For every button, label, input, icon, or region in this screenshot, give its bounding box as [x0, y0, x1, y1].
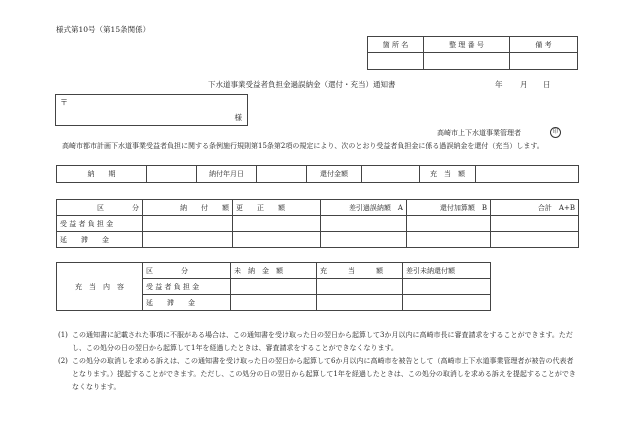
label-appropriation-amount: 充 当 額: [420, 166, 476, 183]
label-refund-amount: 還付金額: [307, 166, 362, 183]
form-number: 様式第10号（第15条関係）: [56, 25, 151, 34]
date-day: 日: [543, 80, 551, 89]
t2-header-paid: 納 付 額: [143, 200, 233, 216]
appropriation-table: [56, 262, 491, 311]
label-payment-date: 納付年月日: [197, 166, 257, 183]
t3-side-label: 充 当 内 容: [57, 263, 143, 311]
postal-mark: 〒: [60, 98, 68, 107]
payment-table: [56, 165, 579, 183]
t3-cell[interactable]: [317, 279, 403, 295]
cell-refund-amount[interactable]: [362, 166, 420, 183]
t3-header-net-refund: 差引未納還付額: [403, 263, 491, 279]
cell-due-date[interactable]: [147, 166, 197, 183]
t2-header-overpaid-a: 差引過誤納額 A: [321, 200, 407, 216]
t2-cell[interactable]: [407, 232, 491, 248]
issuer-name: 高崎市上下水道事業管理者: [437, 129, 521, 137]
t3-row-label: 延 滞 金: [143, 295, 231, 311]
t3-cell[interactable]: [231, 279, 317, 295]
ref-header-remarks: 備 考: [510, 37, 578, 53]
ref-header-number: 整 理 番 号: [424, 37, 510, 53]
t2-cell[interactable]: [233, 232, 321, 248]
t2-cell[interactable]: [143, 232, 233, 248]
overpayment-table: [56, 199, 579, 248]
ref-cell-number[interactable]: [424, 53, 510, 70]
ref-cell-remarks[interactable]: [510, 53, 578, 70]
t3-cell[interactable]: [231, 295, 317, 311]
t2-cell[interactable]: [491, 232, 579, 248]
t3-cell[interactable]: [403, 295, 491, 311]
cell-appropriation-amount[interactable]: [476, 166, 579, 183]
t2-cell[interactable]: [407, 216, 491, 232]
seal-mark: 印: [550, 127, 561, 138]
t2-cell[interactable]: [321, 232, 407, 248]
t3-header-appropriated: 充 当 額: [317, 263, 403, 279]
ref-cell-location[interactable]: [368, 53, 424, 70]
note-2-number: (2): [58, 357, 68, 365]
t2-header-correction: 更 正 額: [233, 200, 321, 216]
ref-header-location: 箇 所 名: [368, 37, 424, 53]
date-month: 月: [520, 80, 528, 89]
t2-header-addition-b: 還付加算額 B: [407, 200, 491, 216]
cell-payment-date[interactable]: [257, 166, 307, 183]
t2-row-label: 延 滞 金: [57, 232, 143, 248]
t3-header-category: 区 分: [143, 263, 231, 279]
document-title: 下水道事業受益者負担金過誤納金（還付・充当）通知書: [208, 80, 396, 89]
t3-row-label: 受 益 者 負 担 金: [143, 279, 231, 295]
note-1-text: この通知書に記載された事項に不服がある場合は、この通知書を受け取った日の翌日から起算して3か月以内に高崎市長に審査請求をすることができます。ただし、この処分の日の翌日から起算して1年を経過したときは、審査請求をすることができなくなります。: [72, 331, 573, 352]
t3-cell[interactable]: [317, 295, 403, 311]
note-2-text: この処分の取消しを求める訴えは、この通知書を受け取った日の翌日から起算して6か月以内に高崎市を被告として（高崎市上下水道事業管理者が被告の代表者となります。）提起することができます。ただし、この処分の日の翌日から起算して1年を経過したときは、この処分の取消しを求める訴えを提起することができなくなります。: [72, 357, 576, 391]
t2-cell[interactable]: [491, 216, 579, 232]
t2-cell[interactable]: [321, 216, 407, 232]
note-2: [58, 355, 578, 394]
t3-header-unpaid: 未 納 金 額: [231, 263, 317, 279]
t2-row-label: 受 益 者 負 担 金: [57, 216, 143, 232]
note-1: [58, 329, 578, 355]
address-box[interactable]: [55, 94, 248, 126]
note-1-number: (1): [58, 331, 68, 339]
t3-cell[interactable]: [403, 279, 491, 295]
reference-table: [367, 36, 578, 70]
t2-header-category: 区 分: [57, 200, 143, 216]
t2-header-total: 合計 A+B: [491, 200, 579, 216]
body-text: 高崎市都市計画下水道事業受益者負担に関する条例施行規則第15条第2項の規定により、次のとおり受益者負担金に係る過誤納金を還付（充当）します。: [62, 142, 544, 150]
t2-cell[interactable]: [233, 216, 321, 232]
date-year: 年: [495, 80, 503, 89]
t2-cell[interactable]: [143, 216, 233, 232]
label-due-date: 納 期: [57, 166, 147, 183]
honorific: 様: [234, 113, 242, 122]
